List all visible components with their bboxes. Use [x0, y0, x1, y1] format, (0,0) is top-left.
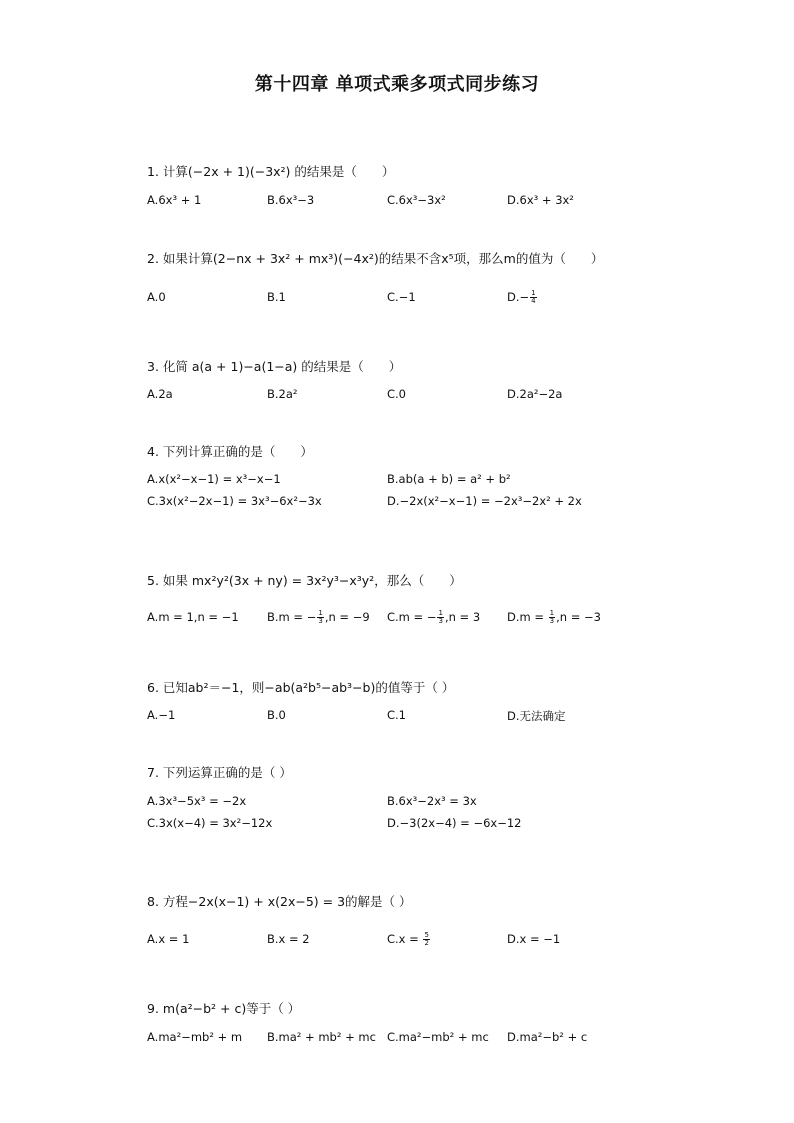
fraction: [549, 610, 555, 625]
q5-option-b[interactable]: [267, 610, 370, 625]
q1-option-a[interactable]: A.6x³ + 1: [147, 193, 202, 207]
fraction: [530, 290, 536, 305]
q5-option-c[interactable]: [387, 610, 480, 625]
fraction-numerator: 1: [318, 609, 323, 617]
q5-option-b-prefix: B.m = −: [267, 610, 317, 624]
q2-option-d-prefix: D.−: [507, 290, 530, 304]
question-1-stem: 1. 计算(−2x + 1)(−3x²) 的结果是（ ）: [147, 164, 395, 179]
q4-option-b[interactable]: B.ab(a + b) = a² + b²: [387, 472, 511, 486]
q9-option-a[interactable]: A.ma²−mb² + m: [147, 1030, 243, 1044]
q4-option-a[interactable]: A.x(x²−x−1) = x³−x−1: [147, 472, 281, 486]
q4-option-c[interactable]: C.3x(x²−2x−1) = 3x³−6x²−3x: [147, 494, 322, 508]
q5-option-c-suffix: ,n = 3: [444, 610, 481, 624]
fraction-numerator: 5: [424, 931, 429, 939]
fraction-denominator: 3: [438, 617, 443, 625]
q6-option-c[interactable]: C.1: [387, 708, 407, 722]
q8-option-c-prefix: C.x =: [387, 932, 423, 946]
question-3-stem: 3. 化简 a(a + 1)−a(1−a) 的结果是（ ）: [147, 359, 402, 374]
q6-option-a[interactable]: A.−1: [147, 708, 176, 722]
q7-option-b[interactable]: B.6x³−2x³ = 3x: [387, 794, 477, 808]
fraction-numerator: 1: [549, 609, 555, 617]
q8-option-a[interactable]: A.x = 1: [147, 932, 190, 946]
question-7-stem: 7. 下列运算正确的是（ ）: [147, 765, 292, 780]
q5-option-d[interactable]: [507, 610, 601, 625]
question-9-stem: 9. m(a²−b² + c)等于（ ）: [147, 1001, 301, 1016]
q3-option-a[interactable]: A.2a: [147, 387, 173, 401]
q6-option-d[interactable]: D.无法确定: [507, 709, 566, 723]
question-8-stem: 8. 方程−2x(x−1) + x(2x−5) = 3的解是（ ）: [147, 894, 412, 909]
q2-option-b[interactable]: B.1: [267, 290, 286, 304]
page-title: 第十四章 单项式乘多项式同步练习: [254, 74, 540, 95]
fraction-denominator: 2: [424, 939, 429, 947]
q1-option-d[interactable]: D.6x³ + 3x²: [507, 193, 574, 207]
q2-option-d[interactable]: [507, 290, 538, 305]
question-4-stem: 4. 下列计算正确的是（ ）: [147, 444, 313, 459]
fraction-denominator: 3: [318, 617, 323, 625]
q8-option-b[interactable]: B.x = 2: [267, 932, 310, 946]
q9-option-b[interactable]: B.ma² + mb² + mc: [267, 1030, 376, 1044]
q8-option-d[interactable]: D.x = −1: [507, 932, 561, 946]
fraction: [423, 932, 429, 947]
q3-option-c[interactable]: C.0: [387, 387, 407, 401]
question-2-stem: 2. 如果计算(2−nx + 3x² + mx³)(−4x²)的结果不含x⁵项，那么m的值为（ ）: [147, 251, 604, 266]
q1-option-c[interactable]: C.6x³−3x²: [387, 193, 446, 207]
q8-option-c[interactable]: [387, 932, 431, 947]
q5-option-d-prefix: D.m =: [507, 610, 548, 624]
q5-option-c-prefix: C.m = −: [387, 610, 437, 624]
q2-option-a[interactable]: A.0: [147, 290, 166, 304]
q9-option-c[interactable]: C.ma²−mb² + mc: [387, 1030, 489, 1044]
q9-option-d[interactable]: D.ma²−b² + c: [507, 1030, 588, 1044]
q5-option-d-suffix: ,n = −3: [556, 610, 601, 624]
q3-option-b[interactable]: B.2a²: [267, 387, 298, 401]
fraction-denominator: 4: [531, 297, 536, 305]
question-5-stem: 5. 如果 mx²y²(3x + ny) = 3x²y³−x³y²，那么（ ）: [147, 573, 462, 588]
fraction-denominator: 3: [549, 617, 555, 625]
fraction: [437, 610, 443, 625]
fraction-numerator: 1: [531, 289, 536, 297]
q2-option-c[interactable]: C.−1: [387, 290, 416, 304]
q4-option-d[interactable]: D.−2x(x²−x−1) = −2x³−2x² + 2x: [387, 494, 582, 508]
q5-option-b-suffix: ,n = −9: [324, 610, 370, 624]
q5-option-a[interactable]: A.m = 1,n = −1: [147, 610, 239, 624]
q7-option-c[interactable]: C.3x(x−4) = 3x²−12x: [147, 816, 273, 830]
q6-option-b[interactable]: B.0: [267, 708, 286, 722]
q1-option-b[interactable]: B.6x³−3: [267, 193, 315, 207]
q7-option-a[interactable]: A.3x³−5x³ = −2x: [147, 794, 247, 808]
question-6-stem: 6. 已知ab²＝−1，则−ab(a²b⁵−ab³−b)的值等于（ ）: [147, 680, 455, 695]
q3-option-d[interactable]: D.2a²−2a: [507, 387, 563, 401]
fraction: [317, 610, 323, 625]
fraction-numerator: 1: [438, 609, 443, 617]
q7-option-d[interactable]: D.−3(2x−4) = −6x−12: [387, 816, 522, 830]
